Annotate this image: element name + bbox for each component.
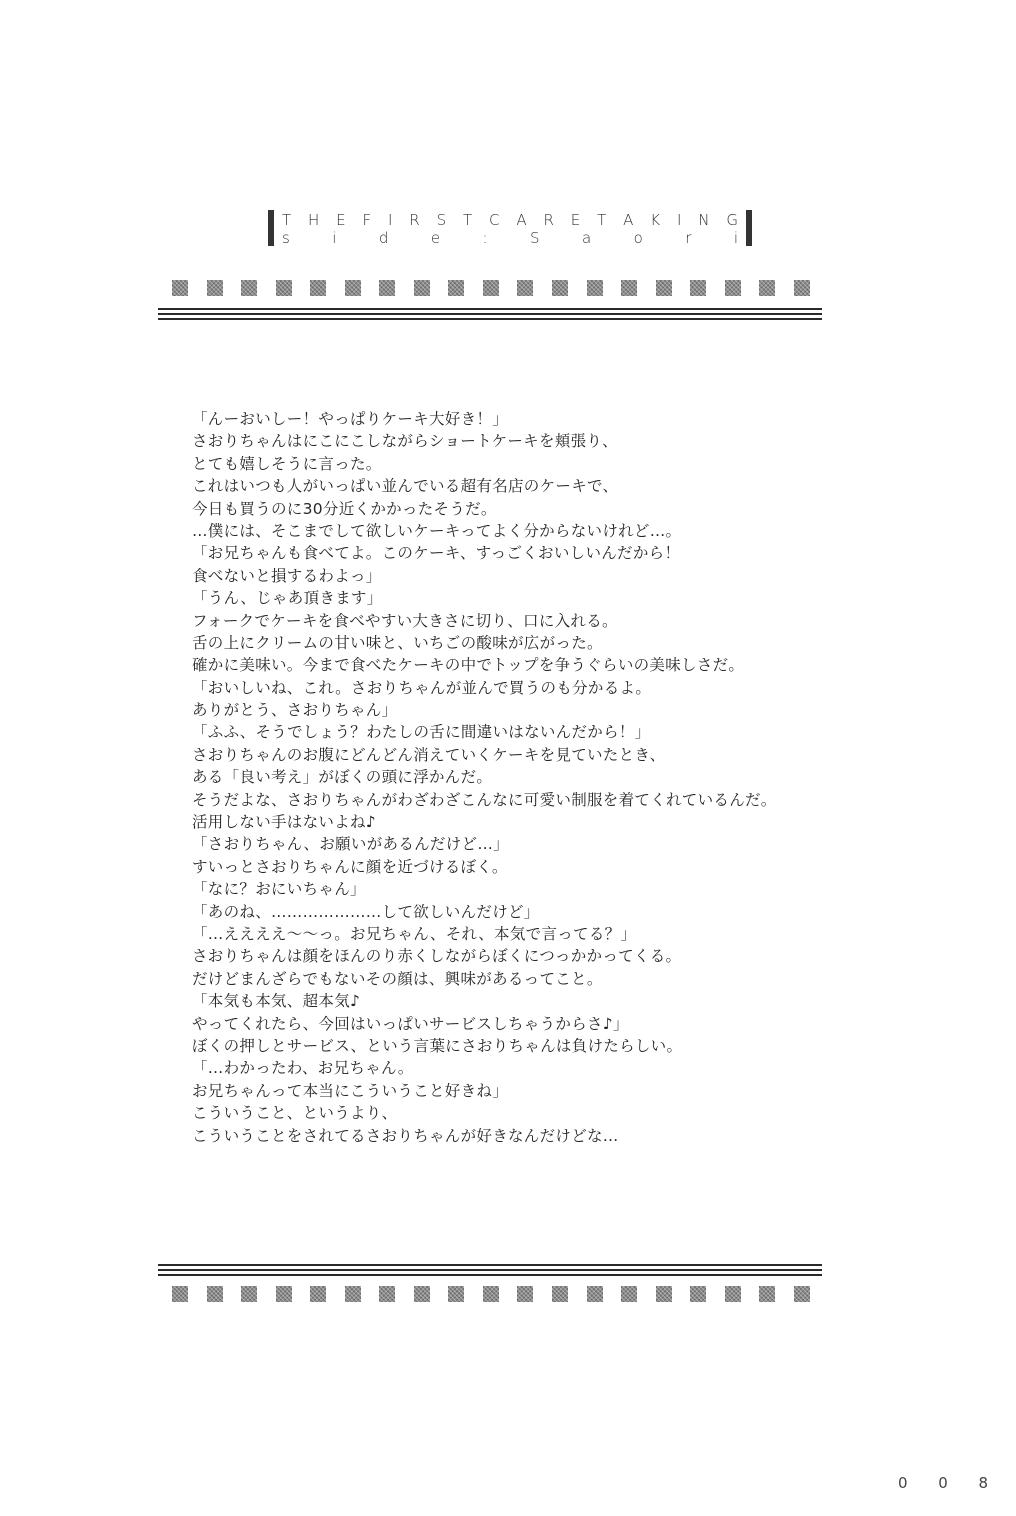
text-line: 舌の上にクリームの甘い味と、いちごの酸味が広がった。 [192,633,603,652]
divider-line [158,313,822,315]
text-line: 今日も買うのに30分近くかかったそうだ。 [192,499,497,518]
text-line: すいっとさおりちゃんに顔を近づけるぼく。 [192,857,508,876]
text-line: 「ふふ、そうでしょう？わたしの舌に間違いはないんだから！」 [192,723,651,742]
text-line: 「あのね、…………………して欲しいんだけど」 [192,902,540,921]
ornament-square [448,1286,464,1302]
ornament-square [794,280,810,296]
ornament-square [207,280,223,296]
text-line: 食べないと損するわよっ」 [192,566,382,585]
ornament-square [172,280,188,296]
ornament-square [310,1286,326,1302]
ornament-square [310,280,326,296]
divider-line [158,1274,822,1276]
ornament-square [794,1286,810,1302]
ornament-squares-top [172,280,810,298]
text-line: こういうこと、というより、 [192,1104,398,1123]
divider-line [158,308,822,310]
ornament-square [759,1286,775,1302]
ornament-square [345,280,361,296]
text-line: …僕には、そこまでして欲しいケーキってよく分からないけれど…。 [192,521,682,540]
ornament-square [379,280,395,296]
ornament-square [725,1286,741,1302]
chapter-title-block [268,208,752,248]
text-line: これはいつも人がいっぱい並んでいる超有名店のケーキで、 [192,477,619,496]
divider-rules-top [158,308,822,323]
text-line: 活用しない手はないよね♪ [192,813,376,832]
text-line: 確かに美味い。今まで食べたケーキの中でトップを争うぐらいの美味しさだ。 [192,656,745,675]
ornament-square [587,1286,603,1302]
text-line: さおりちゃんはにこにこしながらショートケーキを頬張り、 [192,432,618,451]
text-line: ある「良い考え」がぼくの頭に浮かんだ。 [192,768,493,787]
ornament-square [276,1286,292,1302]
text-line: ぼくの押しとサービス、という言葉にさおりちゃんは負けたらしい。 [192,1036,683,1055]
text-line: 「なに？おにいちゃん」 [192,880,366,899]
ornament-square [379,1286,395,1302]
ornament-square [483,280,499,296]
ornament-square [725,280,741,296]
divider-line [158,318,822,320]
page-number: 0 0 8 [898,1474,988,1492]
ornament-square [690,280,706,296]
divider-line [158,1269,822,1271]
text-line: とても嬉しそうに言った。 [192,454,382,473]
ornament-square [448,280,464,296]
ornament-square [552,1286,568,1302]
text-line: 「さおりちゃん、お願いがあるんだけど…」 [192,835,509,854]
ornament-square [759,280,775,296]
text-line: さおりちゃんは顔をほんのり赤くしながらぼくにつっかかってくる。 [192,947,682,966]
title-bar-right [746,210,752,246]
ornament-square [414,1286,430,1302]
ornament-square [207,1286,223,1302]
ornament-square [587,280,603,296]
title-bar-left [268,210,274,246]
ornament-square [621,1286,637,1302]
ornament-square [276,280,292,296]
text-line: 「本気も本気、超本気♪ [192,992,361,1011]
text-line: 「…わかったわ、お兄ちゃん。 [192,1059,414,1078]
ornament-square [241,280,257,296]
ornament-square [517,280,533,296]
text-line: フォークでケーキを食べやすい大きさに切り、口に入れる。 [192,611,618,630]
text-line: こういうことをされてるさおりちゃんが好きなんだけどな… [192,1126,619,1145]
ornament-square [483,1286,499,1302]
ornament-square [552,280,568,296]
ornament-square [241,1286,257,1302]
divider-rules-bottom [158,1264,822,1279]
ornament-square [656,280,672,296]
ornament-squares-bottom [172,1286,810,1304]
chapter-subtitle: s i d e : S a o r i [282,229,738,247]
ornament-square [345,1286,361,1302]
text-line: やってくれたら、今回はいっぱいサービスしちゃうからさ♪」 [192,1014,629,1033]
ornament-square [517,1286,533,1302]
text-line: そうだよな、さおりちゃんがわざわざこんなに可愛い制服を着てくれているんだ。 [192,790,777,809]
story-text [192,408,832,1147]
ornament-square [172,1286,188,1302]
divider-line [158,1264,822,1266]
chapter-title: T H E F I R S T C A R E T A K I N G [282,211,738,229]
text-line: だけどまんざらでもないその顔は、興味があるってこと。 [192,969,603,988]
text-line: ありがとう、さおりちゃん」 [192,701,398,720]
ornament-square [414,280,430,296]
ornament-square [690,1286,706,1302]
text-line: 「うん、じゃあ頂きます」 [192,589,383,608]
text-line: 「んーおいしー！やっぱりケーキ大好き！」 [192,410,509,428]
text-line: 「お兄ちゃんも食べてよ。このケーキ、すっごくおいしいんだから！ [192,544,681,563]
ornament-square [621,280,637,296]
text-line: さおりちゃんのお腹にどんどん消えていくケーキを見ていたとき、 [192,745,666,764]
ornament-square [656,1286,672,1302]
text-line: 「…ええええ～～っ。お兄ちゃん、それ、本気で言ってる？」 [192,924,637,943]
text-line: お兄ちゃんって本当にこういうこと好きね」 [192,1081,509,1100]
text-line: 「おいしいね、これ。さおりちゃんが並んで買うのも分かるよ。 [192,678,652,697]
